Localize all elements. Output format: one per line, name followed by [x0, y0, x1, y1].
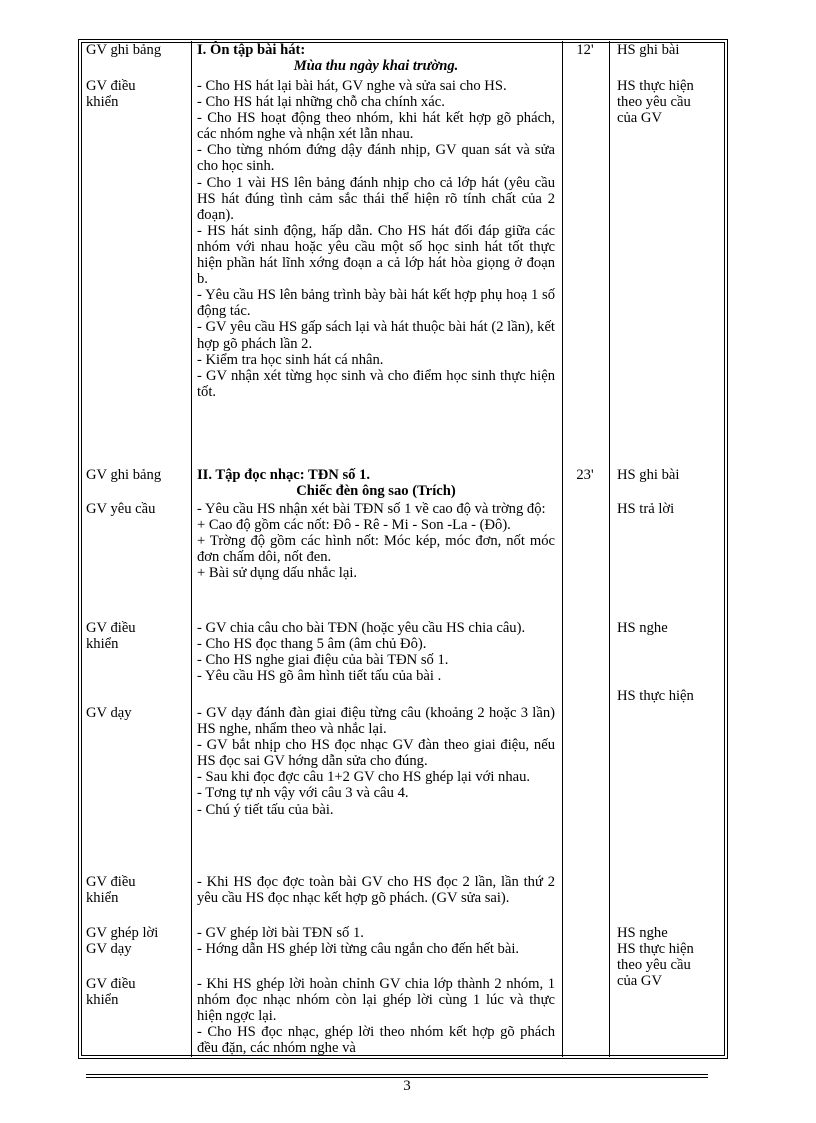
content-paragraph: - Sau khi đọc đợc câu 1+2 GV cho HS ghép lại với nhau.	[197, 769, 531, 786]
content-paragraph: - Chú ý tiết tấu của bài.	[197, 801, 334, 818]
student-text: HS nghe	[617, 925, 668, 941]
content-paragraph: - Cho 1 vài HS lên bảng đánh nhịp cho cả lớp hát (yêu cầu HS hát đúng tình cảm sắc thái thể hiện rõ tính chất của 2 đoạn).	[197, 174, 555, 223]
content-paragraph: - GV nhận xét từng học sinh và cho điểm học sinh thực hiện tốt.	[197, 367, 555, 400]
content-cell	[197, 705, 555, 818]
teacher-text: GV dạy	[86, 941, 132, 958]
student-cell	[617, 501, 723, 517]
content-paragraph: - Hớng dẫn HS ghép lời từng câu ngắn cho đến hết bài.	[197, 941, 520, 958]
teacher-cell	[86, 705, 190, 721]
teacher-cell	[86, 925, 190, 957]
teacher-text: khiển	[86, 94, 119, 111]
time-cell	[568, 42, 602, 58]
student-text: HS nghe	[617, 620, 668, 636]
teacher-text: GV ghép lời	[86, 925, 159, 941]
time-text: 23'	[576, 467, 594, 483]
content-paragraph: - Khi HS đọc đợc toàn bài GV cho HS đọc 2 lần, lần thứ 2 yêu cầu HS đọc nhạc kết hợp gõ phách. (GV sửa sai).	[197, 874, 555, 907]
student-text: HS ghi bài	[617, 42, 680, 58]
teacher-text: khiển	[86, 890, 119, 907]
content-paragraph: - Cho HS đọc nhạc, ghép lời theo nhóm kết hợp gõ phách đều đặn, các nhóm nghe và	[197, 1024, 555, 1057]
song-title: Chiếc đèn ông sao (Trích)	[296, 483, 456, 500]
content-cell	[197, 501, 555, 581]
content-paragraph: - Cho HS nghe giai điệu của bài TĐN số 1.	[197, 652, 449, 669]
content-paragraph: - Tơng tự nh vậy với câu 3 và câu 4.	[197, 785, 409, 802]
teacher-text: GV điều	[86, 976, 136, 992]
page-number: 3	[403, 1078, 411, 1094]
content-paragraph: - GV ghép lời bài TĐN số 1.	[197, 925, 364, 941]
student-cell	[617, 78, 723, 126]
content-paragraph: - Cho từng nhóm đứng dậy đánh nhịp, GV quan sát và sửa cho học sinh.	[197, 142, 555, 175]
content-cell	[197, 976, 555, 1057]
teacher-text: GV điều	[86, 874, 136, 890]
content-paragraph: - Khi HS ghép lời hoàn chỉnh GV chia lớp thành 2 nhóm, 1 nhóm đọc nhạc nhóm còn lại ghép lời cùng 1 lúc và thực hiện ngợc lại.	[197, 976, 555, 1025]
student-text: theo yêu cầu	[617, 957, 691, 974]
teacher-text: khiển	[86, 992, 119, 1009]
teacher-cell	[86, 42, 190, 58]
student-text: HS thực hiện	[617, 688, 694, 704]
column-divider-1	[191, 41, 192, 1057]
teacher-text: GV ghi bảng	[86, 42, 162, 58]
column-divider-2	[562, 41, 563, 1057]
content-cell	[197, 78, 555, 400]
teacher-text: GV yêu cầu	[86, 501, 156, 517]
column-divider-3	[609, 41, 610, 1057]
time-cell	[568, 467, 602, 483]
teacher-cell	[86, 874, 190, 906]
content-paragraph: - HS hát sinh động, hấp dẫn. Cho HS hát đối đáp giữa các nhóm với nhau hoặc yêu cầu một số học sinh hát tốt thực hiện phần hát lĩnh xớng đoạn a cả lớp hát hòa giọng ở đoạn b.	[197, 222, 555, 288]
song-title: Mùa thu ngày khai trường.	[293, 58, 459, 75]
content-cell	[197, 467, 555, 499]
student-cell	[617, 620, 723, 636]
content-paragraph: - Yêu cầu HS gõ âm hình tiết tấu của bài .	[197, 668, 442, 685]
content-paragraph: - Kiểm tra học sinh hát cá nhân.	[197, 351, 384, 368]
content-paragraph: - Cho HS đọc thang 5 âm (âm chủ Đô).	[197, 636, 427, 653]
teacher-text: khiển	[86, 636, 119, 653]
section-heading: II. Tập đọc nhạc: TĐN số 1.	[197, 467, 371, 483]
teacher-cell	[86, 976, 190, 1008]
student-text: của GV	[617, 973, 662, 990]
content-paragraph: + Cao độ gồm các nốt: Đô - Rê - Mi - Son -La - (Đô).	[197, 517, 511, 534]
content-cell	[197, 874, 555, 906]
content-paragraph: - Yêu cầu HS lên bảng trình bày bài hát kết hợp phụ hoạ 1 số động tác.	[197, 287, 555, 320]
content-paragraph: + Trờng độ gồm các hình nốt: Móc kép, móc đơn, nốt móc đơn chấm dôi, nốt đen.	[197, 533, 555, 566]
teacher-text: GV điều	[86, 620, 136, 636]
content-cell	[197, 620, 555, 684]
teacher-text: GV điều	[86, 78, 136, 94]
content-paragraph: - Yêu cầu HS nhận xét bài TĐN số 1 về cao độ và trờng độ:	[197, 501, 546, 517]
student-text: HS thực hiện	[617, 941, 694, 958]
content-paragraph: - GV yêu cầu HS gấp sách lại và hát thuộc bài hát (2 lần), kết hợp gõ phách lần 2.	[197, 319, 555, 352]
content-paragraph: - GV dạy đánh đàn giai điệu từng câu (khoảng 2 hoặc 3 lần) HS nghe, nhẩm theo và nhắc lại.	[197, 705, 555, 738]
student-text: của GV	[617, 110, 662, 127]
student-text: HS trả lời	[617, 501, 675, 517]
time-text: 12'	[576, 42, 594, 58]
teacher-text: GV dạy	[86, 705, 132, 721]
student-cell	[617, 688, 723, 704]
content-paragraph: - GV bắt nhịp cho HS đọc nhạc GV đàn theo giai điệu, nếu HS đọc sai GV hớng dẫn sửa cho đúng.	[197, 737, 555, 770]
content-paragraph: - GV chia câu cho bài TĐN (hoặc yêu cầu HS chia câu).	[197, 620, 526, 636]
teacher-cell	[86, 620, 190, 652]
content-paragraph: - Cho HS hát lại bài hát, GV nghe và sửa sai cho HS.	[197, 78, 507, 94]
footer-rule	[86, 1074, 708, 1075]
teacher-cell	[86, 78, 190, 110]
content-paragraph: - Cho HS hát lại những chỗ cha chính xác.	[197, 94, 445, 111]
student-text: HS ghi bài	[617, 467, 680, 483]
student-text: theo yêu cầu	[617, 94, 691, 111]
content-cell	[197, 925, 555, 957]
teacher-cell	[86, 501, 190, 517]
teacher-cell	[86, 467, 190, 483]
section-heading: I. Ôn tập bài hát:	[197, 42, 306, 58]
student-cell	[617, 925, 723, 989]
student-cell	[617, 467, 723, 483]
teacher-text: GV ghi bảng	[86, 467, 162, 483]
student-text: HS thực hiện	[617, 78, 694, 94]
content-cell	[197, 42, 555, 74]
content-paragraph: - Cho HS hoạt động theo nhóm, khi hát kết hợp gõ phách, các nhóm nghe và nhận xét lẫn nhau.	[197, 110, 555, 143]
student-cell	[617, 42, 723, 58]
content-paragraph: + Bài sử dụng dấu nhắc lại.	[197, 565, 358, 582]
